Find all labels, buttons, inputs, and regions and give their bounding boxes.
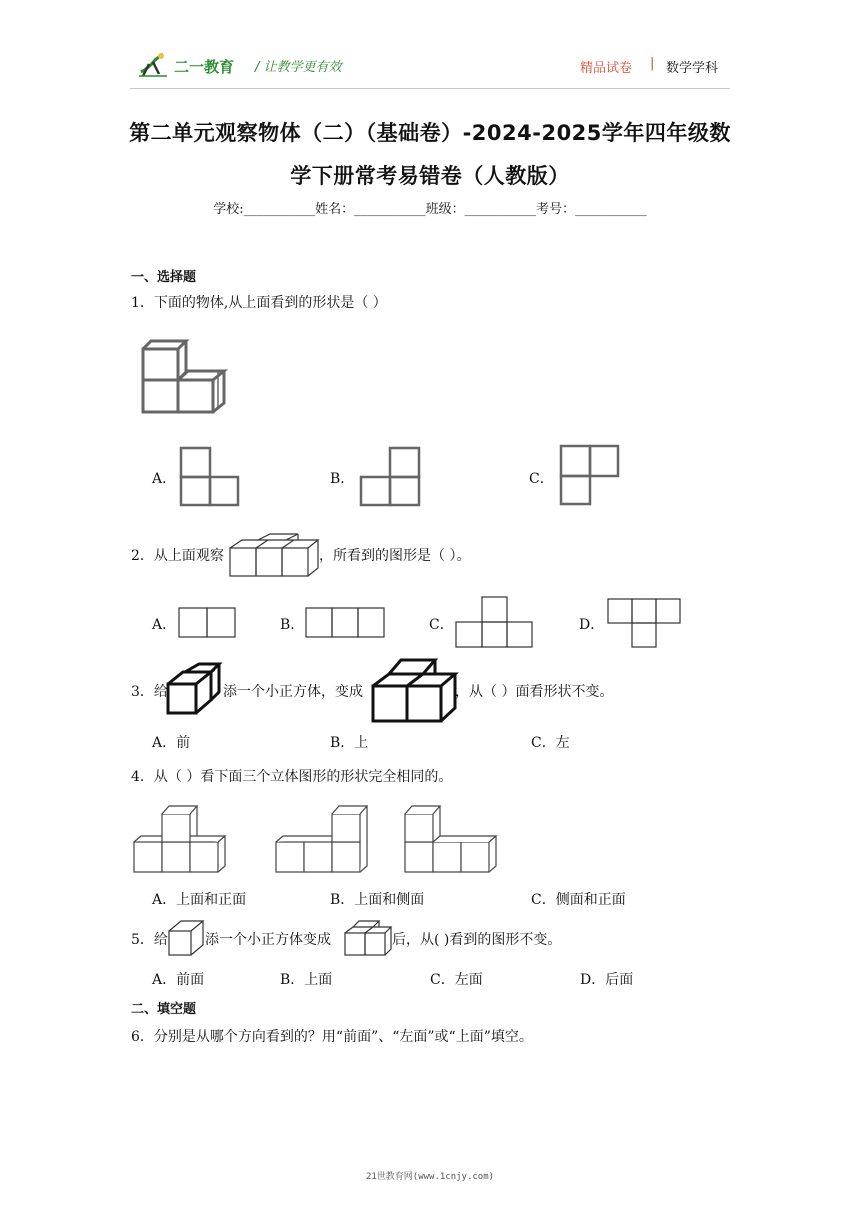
page-footer: 21世教育网(www.1cnjy.com) (365, 1172, 495, 1182)
q1-option-b-label[interactable]: B． (330, 471, 355, 487)
q2-option-b-label[interactable]: B． (280, 617, 305, 633)
question-3-text-mid: 添一个小正方体，变成 (223, 684, 363, 700)
header-rule (130, 88, 730, 89)
runner-logo-icon (137, 50, 173, 78)
question-5-text-post: 后，从( )看到的图形不变。 (392, 932, 562, 948)
question-4-text: 4．从（ ）看下面三个立体图形的形状完全相同的。 (131, 769, 453, 785)
slogan: / 让教学更有效 (255, 60, 342, 75)
q1-cube-figure (138, 337, 238, 417)
q1-option-a-figure[interactable] (179, 446, 241, 508)
q4-option-b[interactable]: B．上面和侧面 (330, 892, 425, 908)
question-2-text-pre: 2．从上面观察 (131, 548, 224, 564)
question-2-text-post: ，所看到的图形是（ ）。 (319, 548, 471, 564)
q2-option-d-figure[interactable] (607, 598, 685, 650)
q5-cubes-after-figure (343, 919, 393, 957)
student-info-line[interactable]: 学校:___________姓名：___________班级：___________考号：___________ (213, 202, 647, 217)
q1-option-a-label[interactable]: A． (152, 471, 177, 487)
q2-option-b-figure[interactable] (305, 607, 387, 639)
q3-cubes-before-figure (165, 662, 225, 716)
header-separator: | (650, 56, 655, 71)
q4-figure-1 (133, 804, 229, 874)
logo-text: 二一教育 (174, 58, 235, 76)
q3-option-a[interactable]: A．前 (152, 735, 191, 751)
q4-option-a[interactable]: A．上面和正面 (152, 892, 247, 908)
q1-option-b-figure[interactable] (359, 446, 421, 508)
header-tag-quality: 精品试卷 (580, 61, 633, 76)
section-heading-choice: 一、选择题 (131, 270, 197, 285)
q2-option-c-label[interactable]: C． (429, 617, 454, 633)
header-subject: 数学学科 (666, 61, 719, 76)
header (0, 0, 860, 90)
q5-option-a[interactable]: A．前面 (152, 972, 205, 988)
q3-option-b[interactable]: B．上 (330, 735, 369, 751)
q5-cube-before-figure (167, 919, 207, 957)
question-6-text: 6．分别是从哪个方向看到的？用“前面”、“左面”或“上面”填空。 (131, 1029, 533, 1045)
q3-option-c[interactable]: C．左 (531, 735, 570, 751)
question-5-text-mid: 添一个小正方体变成 (205, 932, 331, 948)
q4-figure-2 (275, 802, 371, 874)
q3-cubes-after-figure (371, 656, 459, 724)
q1-option-c-figure[interactable] (559, 444, 621, 506)
q2-option-a-label[interactable]: A． (152, 617, 177, 633)
q2-cube-row-figure (228, 532, 320, 578)
question-3-text-pre: 3．给 (131, 684, 168, 700)
q1-option-c-label[interactable]: C． (529, 471, 554, 487)
q5-option-b[interactable]: B．上面 (280, 972, 333, 988)
page-title-line2: 学下册常考易错卷（人教版） (290, 164, 570, 188)
question-3-text-post: ，从（ ）面看形状不变。 (455, 684, 614, 700)
q5-option-c[interactable]: C．左面 (430, 972, 483, 988)
q2-option-d-label[interactable]: D． (579, 617, 605, 633)
q4-option-c[interactable]: C．侧面和正面 (531, 892, 626, 908)
section-heading-fill-in: 二、填空题 (131, 1002, 197, 1017)
page-title-line1: 第二单元观察物体（二）（基础卷）-2024-2025学年四年级数 (129, 121, 731, 145)
question-5-text-pre: 5．给 (131, 932, 168, 948)
q2-option-c-figure[interactable] (455, 596, 535, 650)
question-1-text: 1．下面的物体,从上面看到的形状是（ ） (131, 295, 387, 311)
q4-figure-3 (404, 802, 500, 874)
q5-option-d[interactable]: D．后面 (580, 972, 634, 988)
q2-option-a-figure[interactable] (178, 607, 238, 639)
